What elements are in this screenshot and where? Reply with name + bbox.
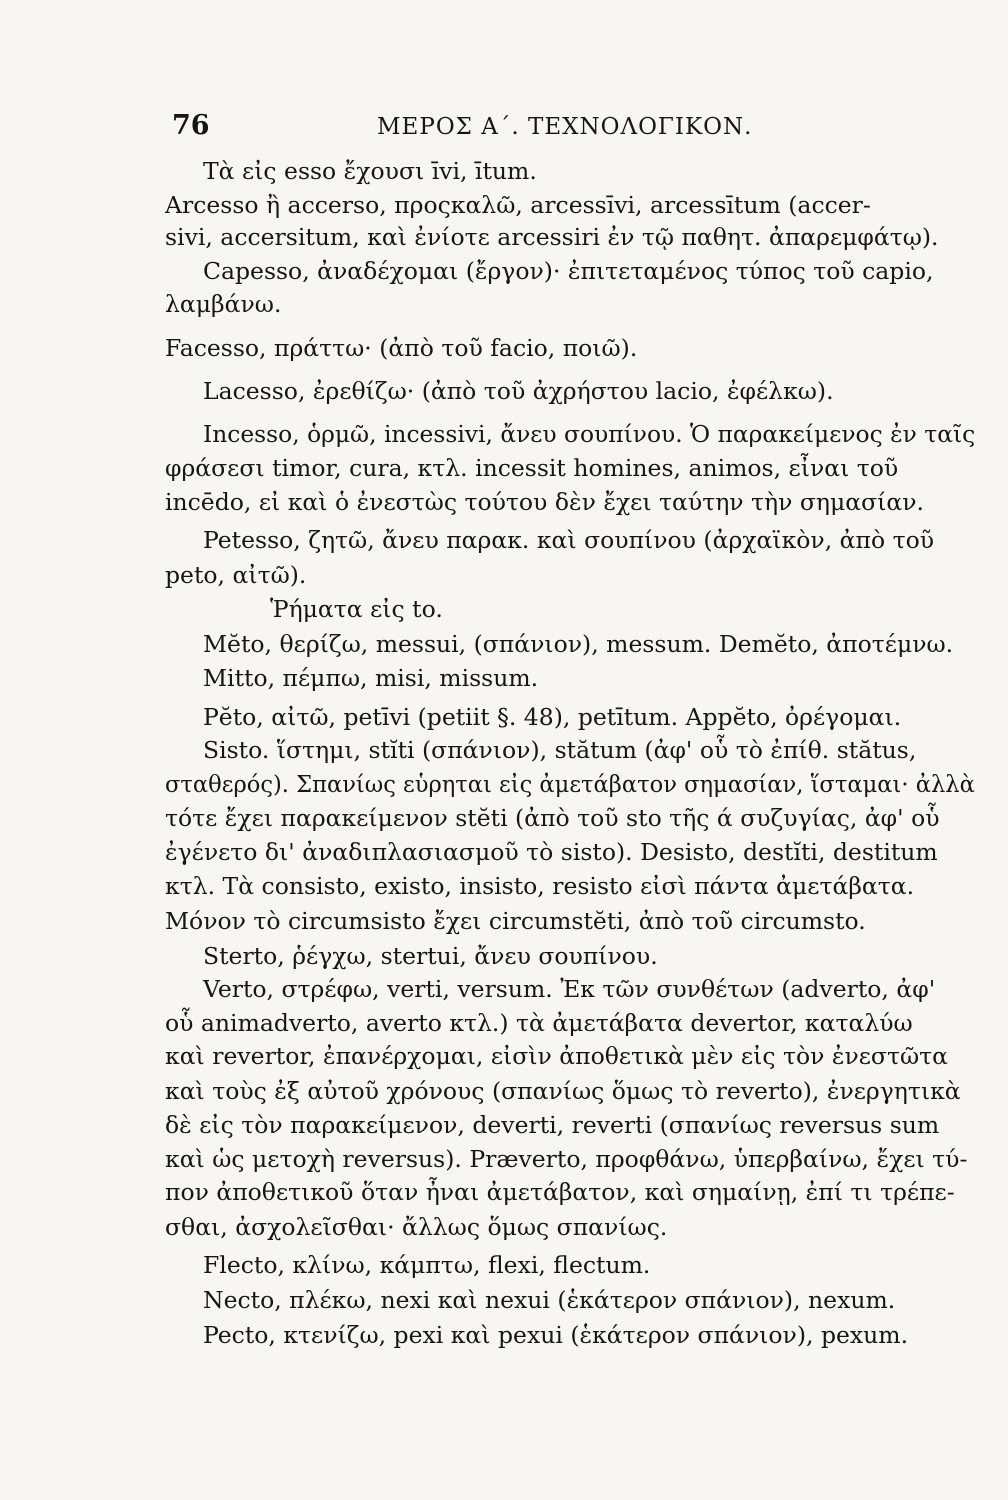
text-line: Lacesso, ἐρεθίζω· (ἀπὸ τοῦ ἀχρήστου lacio, ἐφέλκω). [203,377,834,405]
text-line: Pĕto, αἰτῶ, petīvi (petiit §. 48), petītum. Appĕto, ὀρέγομαι. [203,703,902,731]
text-line: Sterto, ῥέγχω, stertui, ἄνευ σουπίνου. [203,942,658,970]
page-number: 76 [172,110,210,141]
text-line: κτλ. Τὰ consisto, existo, insisto, resisto εἰσὶ πάντα ἀμετάβατα. [165,872,915,900]
text-line: Flecto, κλίνω, κάμπτω, flexi, flectum. [203,1251,651,1279]
section-heading: Ῥήματα εἰς to. [270,595,443,623]
text-line: Verto, στρέφω, verti, versum. Ἐκ τῶν συνθέτων (adverto, ἀφ' [203,975,936,1003]
text-line: καὶ revertor, ἐπανέρχομαι, εἰσὶν ἀποθετικὰ μὲν εἰς τὸν ἐνεστῶτα [165,1042,949,1070]
text-line: λαμβάνω. [165,290,282,318]
text-line: ἐγένετο δι' ἀναδιπλασιασμοῦ τὸ sisto). Desisto, destĭti, destitum [165,838,938,866]
text-line: Incesso, ὁρμῶ, incessivi, ἄνευ σουπίνου. Ὁ παρακείμενος ἐν ταῖς [203,420,976,448]
text-line: sivi, accersitum, καὶ ἐνίοτε arcessiri ἐν τῷ παθητ. ἀπαρεμφάτῳ). [165,223,939,251]
text-line: Μόνον τὸ circumsisto ἔχει circumstĕti, ἀπὸ τοῦ circumsto. [165,907,866,935]
text-line: καὶ τοὺς ἐξ αὐτοῦ χρόνους (σπανίως ὅμως τὸ reverto), ἐνεργητικὰ [165,1077,961,1105]
text-line: πον ἀποθετικοῦ ὅταν ἦναι ἀμετάβατον, καὶ σημαίνῃ, ἐπί τι τρέπε- [165,1178,955,1206]
text-line: Mitto, πέμπω, misi, missum. [203,664,539,692]
page-header [172,110,932,150]
text-line: σθαι, ἀσχολεῖσθαι· ἄλλως ὅμως σπανίως. [165,1213,668,1241]
text-line: τότε ἔχει παρακείμενον stĕti (ἀπὸ τοῦ sto τῆς ά συζυγίας, ἀφ' οὗ [165,804,940,832]
text-line: σταθερός). Σπανίως εὑρηται εἰς ἀμετάβατον σημασίαν, ἵσταμαι· ἀλλὰ [165,770,975,798]
text-line: Capesso, ἀναδέχομαι (ἔργον)· ἐπιτεταμένος τύπος τοῦ capio, [203,257,934,285]
text-line: καὶ ὡς μετοχὴ reversus). Præverto, προφθάνω, ὑπερβαίνω, ἔχει τύ- [165,1145,968,1173]
text-line: peto, αἰτῶ). [165,561,307,589]
text-line: Τὰ εἰς esso ἔχουσι īvi, ītum. [203,157,537,185]
text-line: οὗ animadverto, averto κτλ.) τὰ ἀμετάβατα devertor, καταλύω [165,1009,913,1037]
text-line: incēdo, εἰ καὶ ὁ ἐνεστὼς τούτου δὲν ἔχει ταύτην τὴν σημασίαν. [165,488,925,516]
text-line: δὲ εἰς τὸν παρακείμενον, deverti, reverti (σπανίως reversus sum [165,1111,940,1139]
text-line: Facesso, πράττω· (ἀπὸ τοῦ facio, ποιῶ). [165,334,638,362]
text-line: φράσεσι timor, cura, κτλ. incessit homines, animos, εἶναι τοῦ [165,454,899,482]
running-title: ΜΕΡΟΣ Α΄. ΤΕΧΝΟΛΟΓΙΚΟΝ. [377,114,753,140]
text-line: Sisto. ἵστημι, stĭti (σπάνιον), stătum (ἀφ' οὗ τὸ ἐπίθ. stătus, [203,736,917,764]
text-line: Arcesso ἢ accerso, προςκαλῶ, arcessīvi, arcessītum (accer- [165,191,871,219]
text-line: Mĕto, θερίζω, messui, (σπάνιον), messum. Demĕto, ἀποτέμνω. [203,630,954,658]
text-line: Pecto, κτενίζω, pexi καὶ pexui (ἑκάτερον σπάνιον), pexum. [203,1321,909,1349]
text-line: Petesso, ζητῶ, ἄνευ παρακ. καὶ σουπίνου (ἀρχαϊκὸν, ἀπὸ τοῦ [203,526,935,554]
text-line: Necto, πλέκω, nexi καὶ nexui (ἑκάτερον σπάνιον), nexum. [203,1286,896,1314]
